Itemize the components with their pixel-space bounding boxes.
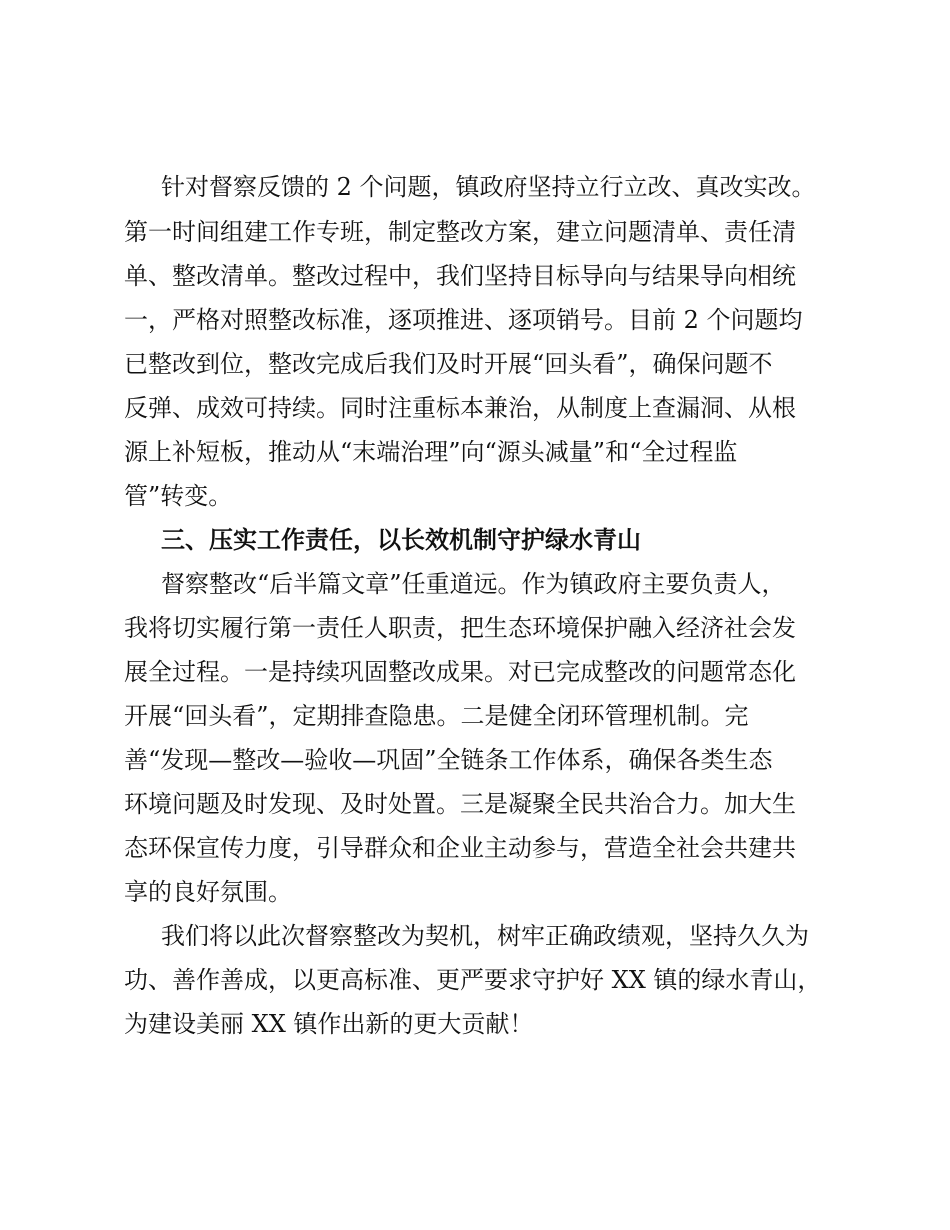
section-3-heading: 三、压实工作责任，以长效机制守护绿水青山 <box>161 526 641 554</box>
section-3-line-4: 开展“回头看”，定期排查隐患。二是健全闭环管理机制。完 <box>124 702 749 730</box>
paragraph-1-line-3: 单、整改清单。整改过程中，我们坚持目标导向与结果导向相统 <box>124 262 796 290</box>
section-3-line-1: 督察整改“后半篇文章”任重道远。作为镇政府主要负责人， <box>161 570 786 598</box>
paragraph-1-line-6: 反弹、成效可持续。同时注重标本兼治，从制度上查漏洞、从根 <box>124 394 796 422</box>
closing-line-1: 我们将以此次督察整改为契机，树牢正确政绩观，坚持久久为 <box>161 922 809 950</box>
paragraph-1-line-5: 已整改到位，整改完成后我们及时开展“回头看”，确保问题不 <box>124 350 773 378</box>
paragraph-1-line-4: 一，严格对照整改标准，逐项推进、逐项销号。目前 2 个问题均 <box>124 306 803 334</box>
section-3-line-7: 态环保宣传力度，引导群众和企业主动参与，营造全社会共建共 <box>124 834 796 862</box>
closing-line-3: 为建设美丽 XX 镇作出新的更大贡献！ <box>124 1010 534 1038</box>
section-3-line-5: 善“发现—整改—验收—巩固”全链条工作体系，确保各类生态 <box>124 746 773 774</box>
section-3-line-8: 享的良好氛围。 <box>124 878 292 906</box>
section-3-line-2: 我将切实履行第一责任人职责，把生态环境保护融入经济社会发 <box>124 614 796 642</box>
section-3-line-6: 环境问题及时发现、及时处置。三是凝聚全民共治合力。加大生 <box>124 790 796 818</box>
paragraph-1-line-2: 第一时间组建工作专班，制定整改方案，建立问题清单、责任清 <box>124 218 796 246</box>
paragraph-1-line-1: 针对督察反馈的 2 个问题，镇政府坚持立行立改、真改实改。 <box>161 173 816 201</box>
paragraph-1-line-7: 源上补短板，推动从“末端治理”向“源头减量”和“全过程监 <box>124 438 738 466</box>
closing-line-2: 功、善作善成，以更高标准、更严要求守护好 XX 镇的绿水青山， <box>124 966 822 994</box>
paragraph-1-line-8: 管”转变。 <box>124 482 233 510</box>
section-3-line-3: 展全过程。一是持续巩固整改成果。对已完成整改的问题常态化 <box>124 658 796 686</box>
